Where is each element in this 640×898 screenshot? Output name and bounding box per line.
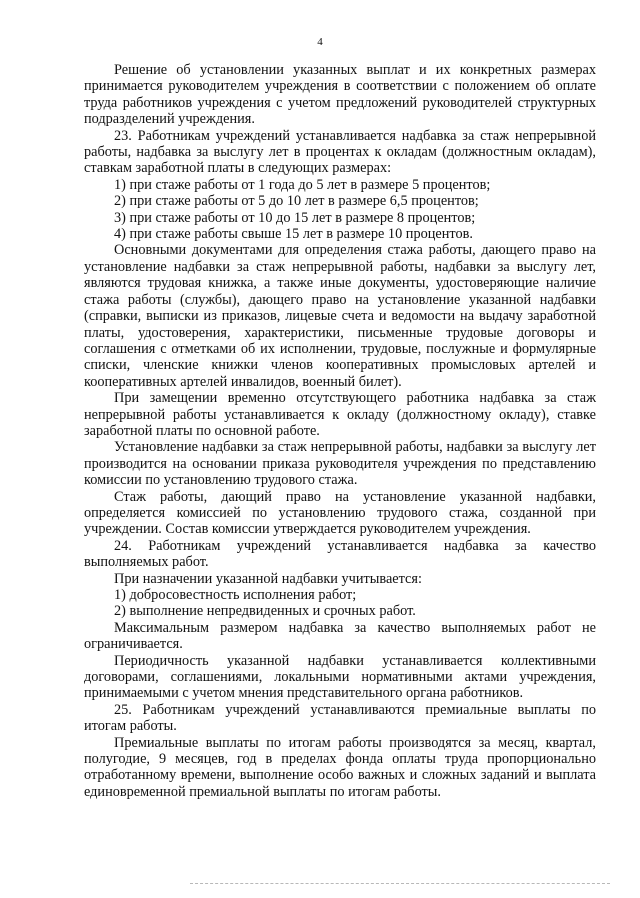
list-item: 2) при стаже работы от 5 до 10 лет в размере 6,5 процентов;: [114, 193, 479, 210]
page-number: 4: [317, 36, 323, 48]
footer-divider: [190, 883, 610, 884]
list-item: 3) при стаже работы от 10 до 15 лет в размере 8 процентов;: [114, 209, 476, 226]
paragraph: Премиальные выплаты по итогам работы производятся за месяц, квартал, полугодие, 9 месяцев, год в пределах фонда оплаты труда пропорционально отработанному времени, выполнение особо важных и сложных заданий и выплата единовременной премиальной выплаты по итогам работы.: [84, 734, 596, 800]
paragraph: Максимальным размером надбавка за качество выполняемых работ не ограничивается.: [84, 619, 596, 653]
list-item: 4) при стаже работы свыше 15 лет в размере 10 процентов.: [114, 226, 473, 243]
list-item: 1) добросовестность исполнения работ;: [114, 587, 357, 603]
paragraph: Основными документами для определения стажа работы, дающего право на установление надбавки за стаж непрерывной работы, надбавки за выслугу лет, являются трудовая книжка, а также иные документы, удостоверяющие наличие стажа работы (службы), дающего право на установление указанной надбавки (справки, выписки из приказов, лицевые счета и ведомости на выдачу заработной платы, удостоверения, характеристики, письменные трудовые договоры и соглашения с отметками об их исполнении, трудовые, послужные и формулярные списки, членские книжки членов кооперативных промысловых артелей и кооперативных артелей инвалидов, военный билет).: [84, 242, 596, 390]
list-item: 2) выполнение непредвиденных и срочных работ.: [114, 603, 416, 620]
paragraph: Установление надбавки за стаж непрерывной работы, надбавки за выслугу лет производится на основании приказа руководителя учреждения по представлению комиссии по установлению трудового стажа.: [84, 439, 596, 489]
paragraph-item-23: 23. Работникам учреждений устанавливается надбавка за стаж непрерывной работы, надбавка за выслугу лет в процентах к окладам (должностным окладам), ставкам заработной платы в следующих размерах:: [84, 127, 596, 177]
paragraph-item-25: 25. Работникам учреждений устанавливаются премиальные выплаты по итогам работы.: [84, 701, 596, 735]
paragraph: При назначении указанной надбавки учитывается:: [114, 570, 422, 587]
paragraph-item-24: 24. Работникам учреждений устанавливается надбавка за качество выполняемых работ.: [84, 537, 596, 571]
paragraph: Стаж работы, дающий право на установление указанной надбавки, определяется комиссией по установлению трудового стажа, созданной при учреждении. Состав комиссии утверждается руководителем учреждения.: [84, 488, 596, 538]
document-body: [84, 62, 596, 800]
list-item: 1) при стаже работы от 1 года до 5 лет в размере 5 процентов;: [114, 176, 491, 193]
paragraph: Решение об установлении указанных выплат и их конкретных размерах принимается руководителем учреждения в соответствии с положением об оплате труда работников учреждения с учетом предложений руководителей структурных подразделений учреждения.: [84, 62, 596, 128]
paragraph: При замещении временно отсутствующего работника надбавка за стаж непрерывной работы устанавливается к окладу (должностному окладу), ставке заработной платы по основной работе.: [84, 390, 596, 439]
paragraph: Периодичность указанной надбавки устанавливается коллективными договорами, соглашениями, локальными нормативными актами учреждения, принимаемыми с учетом мнения представительного органа работников.: [84, 652, 596, 702]
